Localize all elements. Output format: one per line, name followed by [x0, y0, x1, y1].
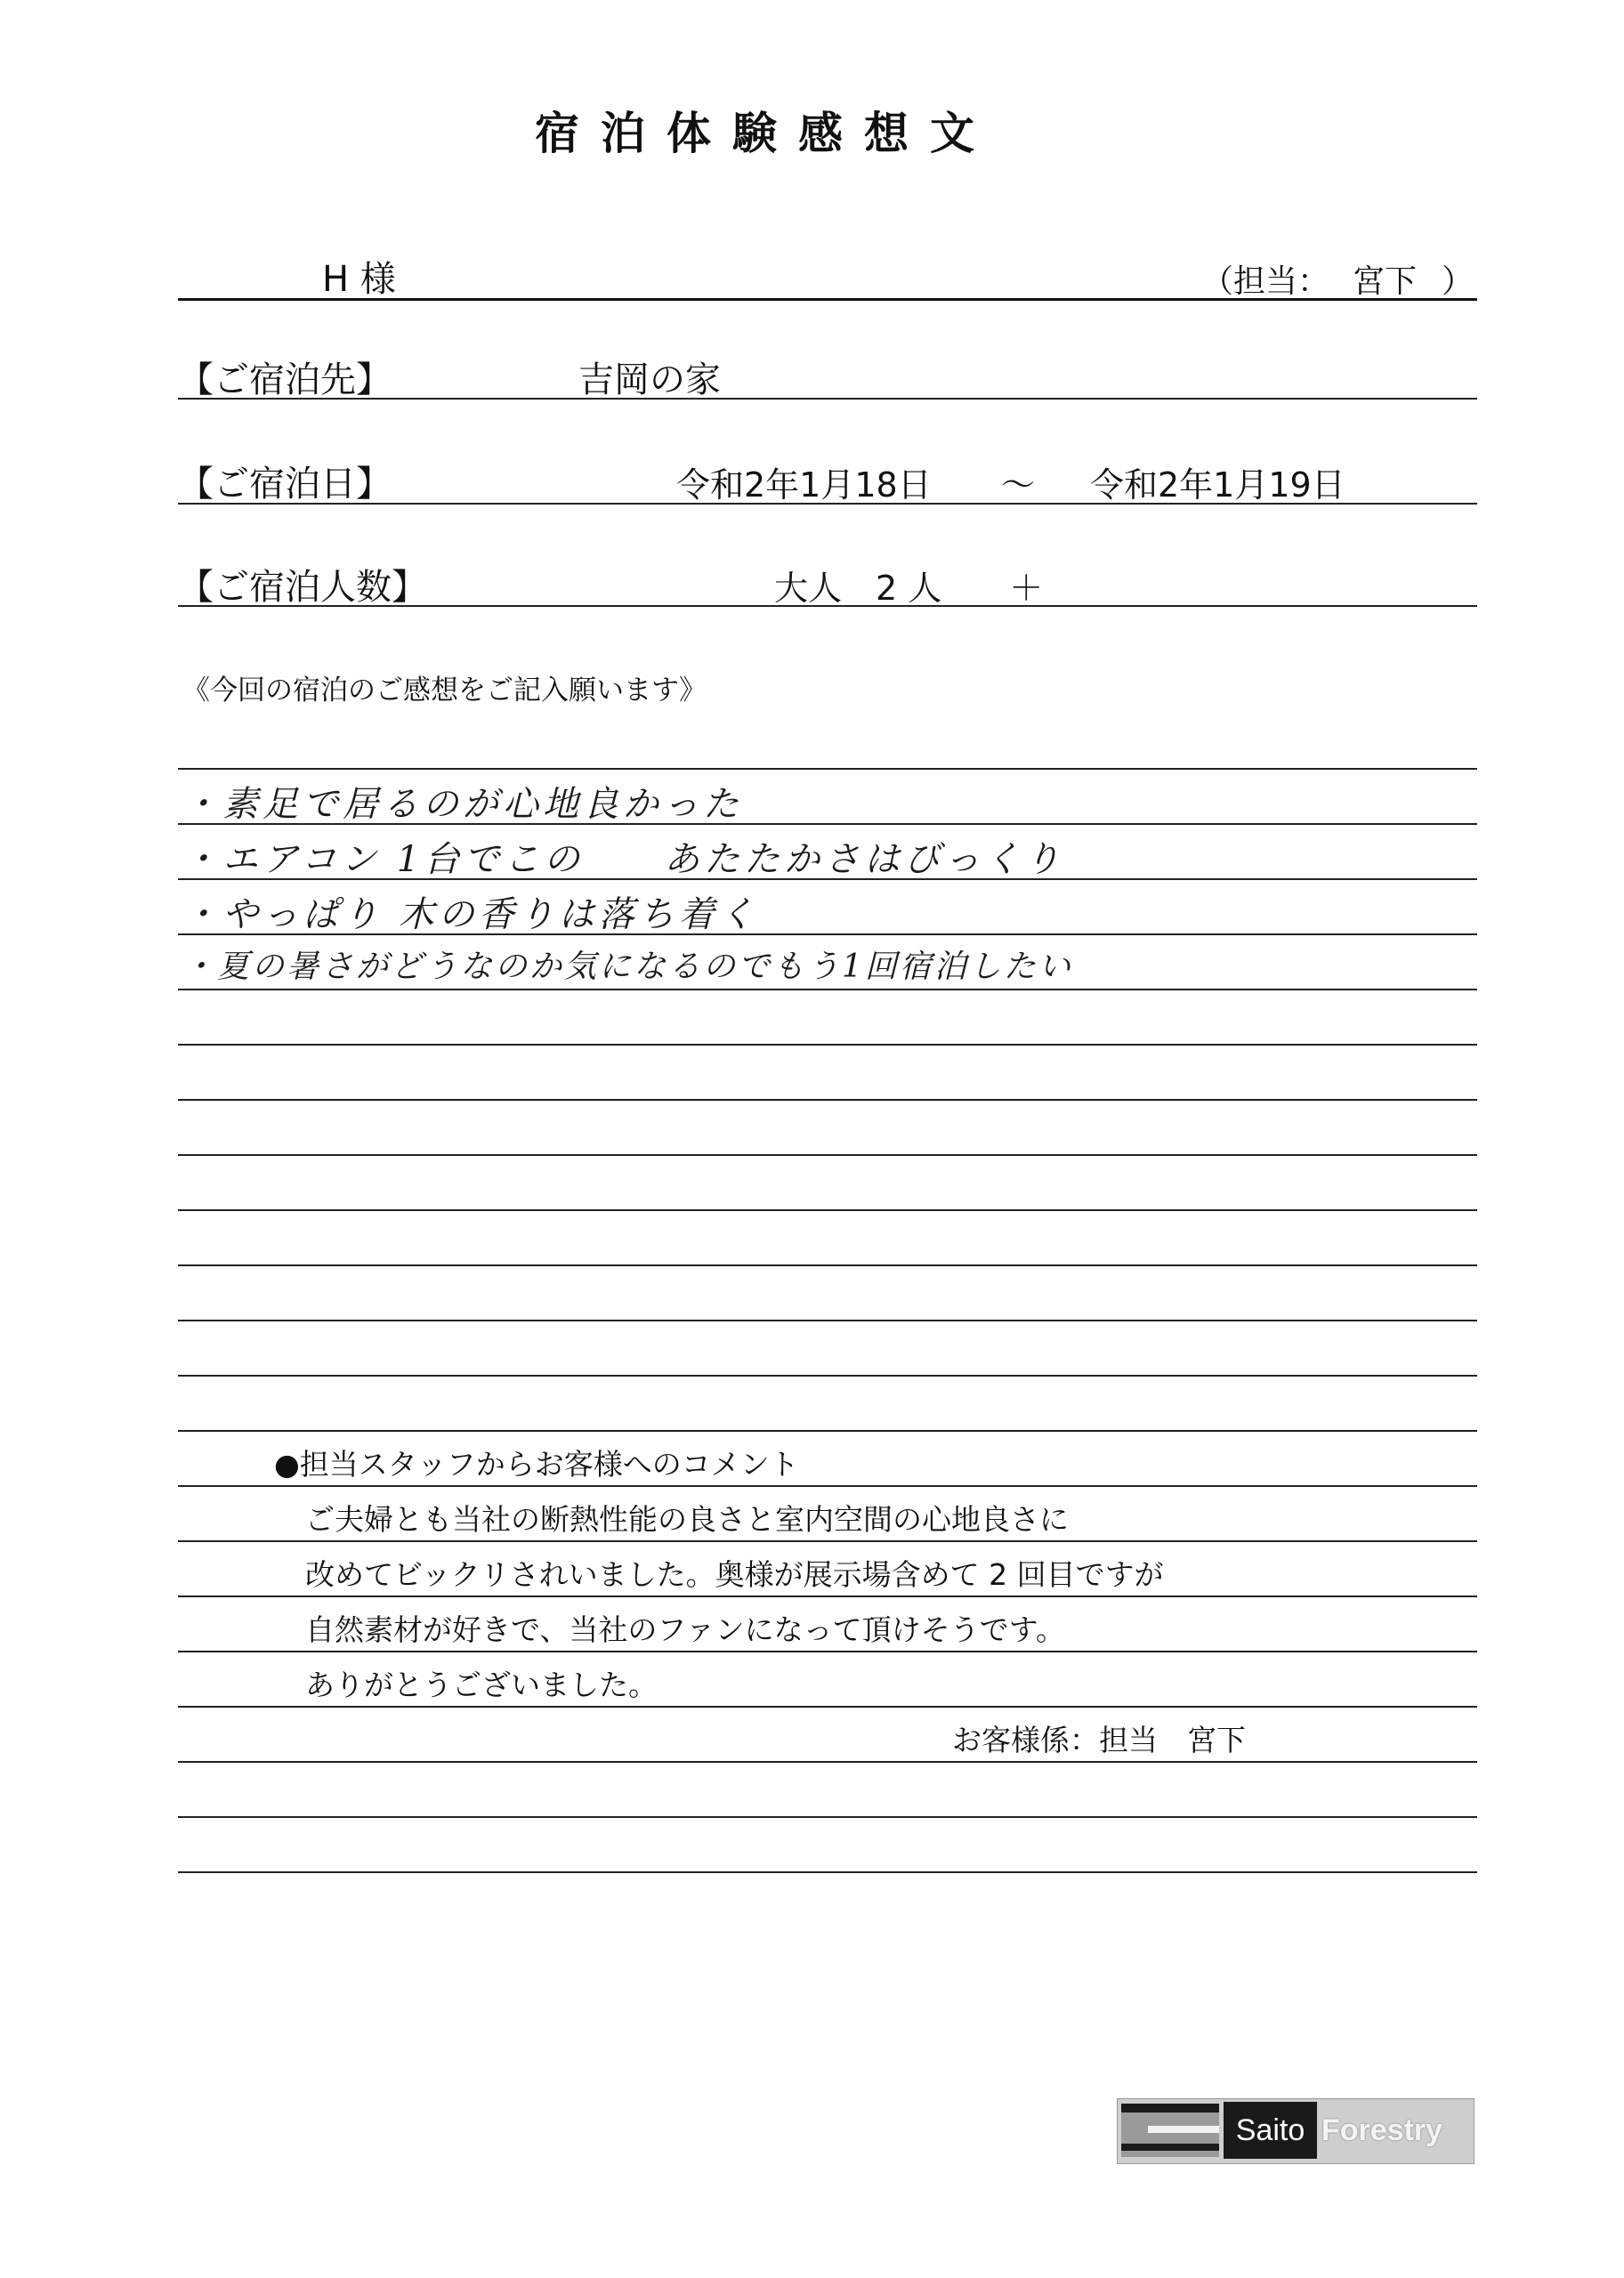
people-rule [178, 605, 1477, 607]
handwritten-line: ・素足で居るのが心地良かった [182, 784, 743, 825]
guest-rule [178, 298, 1477, 301]
place-rule [178, 398, 1477, 400]
comment-rule [178, 1651, 1477, 1652]
date-separator: ～ [1001, 465, 1036, 505]
feedback-rule [178, 768, 1477, 770]
feedback-rule [178, 933, 1477, 935]
guest-name: H 様 [322, 259, 396, 300]
date-label: 【ご宿泊日】 [178, 464, 392, 505]
comment-rule [178, 1761, 1477, 1763]
comment-rule [178, 1595, 1477, 1597]
comment-rule [178, 1706, 1477, 1708]
feedback-rule [178, 989, 1477, 990]
feedback-instruction: 《今回の宿泊のご感想をご記入願います》 [182, 675, 707, 707]
handwritten-line: ・夏の暑さがどうなのか気になるのでもう1回宿泊したい [182, 949, 1073, 985]
comment-signature: お客様係：担当 宮下 [952, 1723, 1246, 1757]
comment-rule [178, 1540, 1477, 1542]
people-value: 大人 2 人 ＋ [774, 569, 1044, 608]
logo-mark-icon [1121, 2104, 1219, 2157]
place-value: 吉岡の家 [578, 359, 721, 400]
staff-name: 宮下 [1353, 263, 1418, 300]
staff-label: （担当： [1201, 263, 1330, 300]
comment-rule [178, 1816, 1477, 1818]
date-to: 令和2年1月19日 [1090, 465, 1345, 505]
feedback-rule [178, 1209, 1477, 1211]
comment-rule [178, 1485, 1477, 1487]
staff-close: ） [1442, 263, 1475, 300]
comment-line: ありがとうございました。 [305, 1668, 658, 1702]
date-rule [178, 503, 1477, 505]
place-label: 【ご宿泊先】 [178, 359, 392, 400]
feedback-rule [178, 823, 1477, 825]
feedback-rule [178, 1044, 1477, 1046]
comment-rule [178, 1871, 1477, 1873]
handwritten-line: ・エアコン 1台でこの あたたかさはびっくり [182, 839, 1065, 880]
comment-line: 改めてビックリされいました。奥様が展示場含めて 2 回目ですが [305, 1557, 1164, 1592]
feedback-rule [178, 1154, 1477, 1156]
feedback-rule [178, 878, 1477, 880]
people-label: 【ご宿泊人数】 [178, 567, 427, 608]
feedback-rule [178, 1375, 1477, 1377]
comment-line: ご夫婦とも当社の断熱性能の良さと室内空間の心地良さに [305, 1502, 1069, 1537]
feedback-rule [178, 1430, 1477, 1432]
comment-heading: ●担当スタッフからお客様へのコメント [274, 1447, 799, 1482]
document-title: 宿泊体験感想文 [535, 108, 996, 159]
comment-line: 自然素材が好きで、当社のファンになって頂けそうです。 [305, 1612, 1066, 1647]
feedback-rule [178, 1099, 1477, 1101]
logo-text-saito: Saito [1224, 2102, 1317, 2159]
feedback-rule [178, 1320, 1477, 1321]
feedback-rule [178, 1264, 1477, 1266]
handwritten-line: ・やっぱり 木の香りは落ち着く [182, 894, 759, 935]
logo-text-forestry: Forestry [1321, 2113, 1443, 2147]
date-from: 令和2年1月18日 [676, 465, 932, 505]
